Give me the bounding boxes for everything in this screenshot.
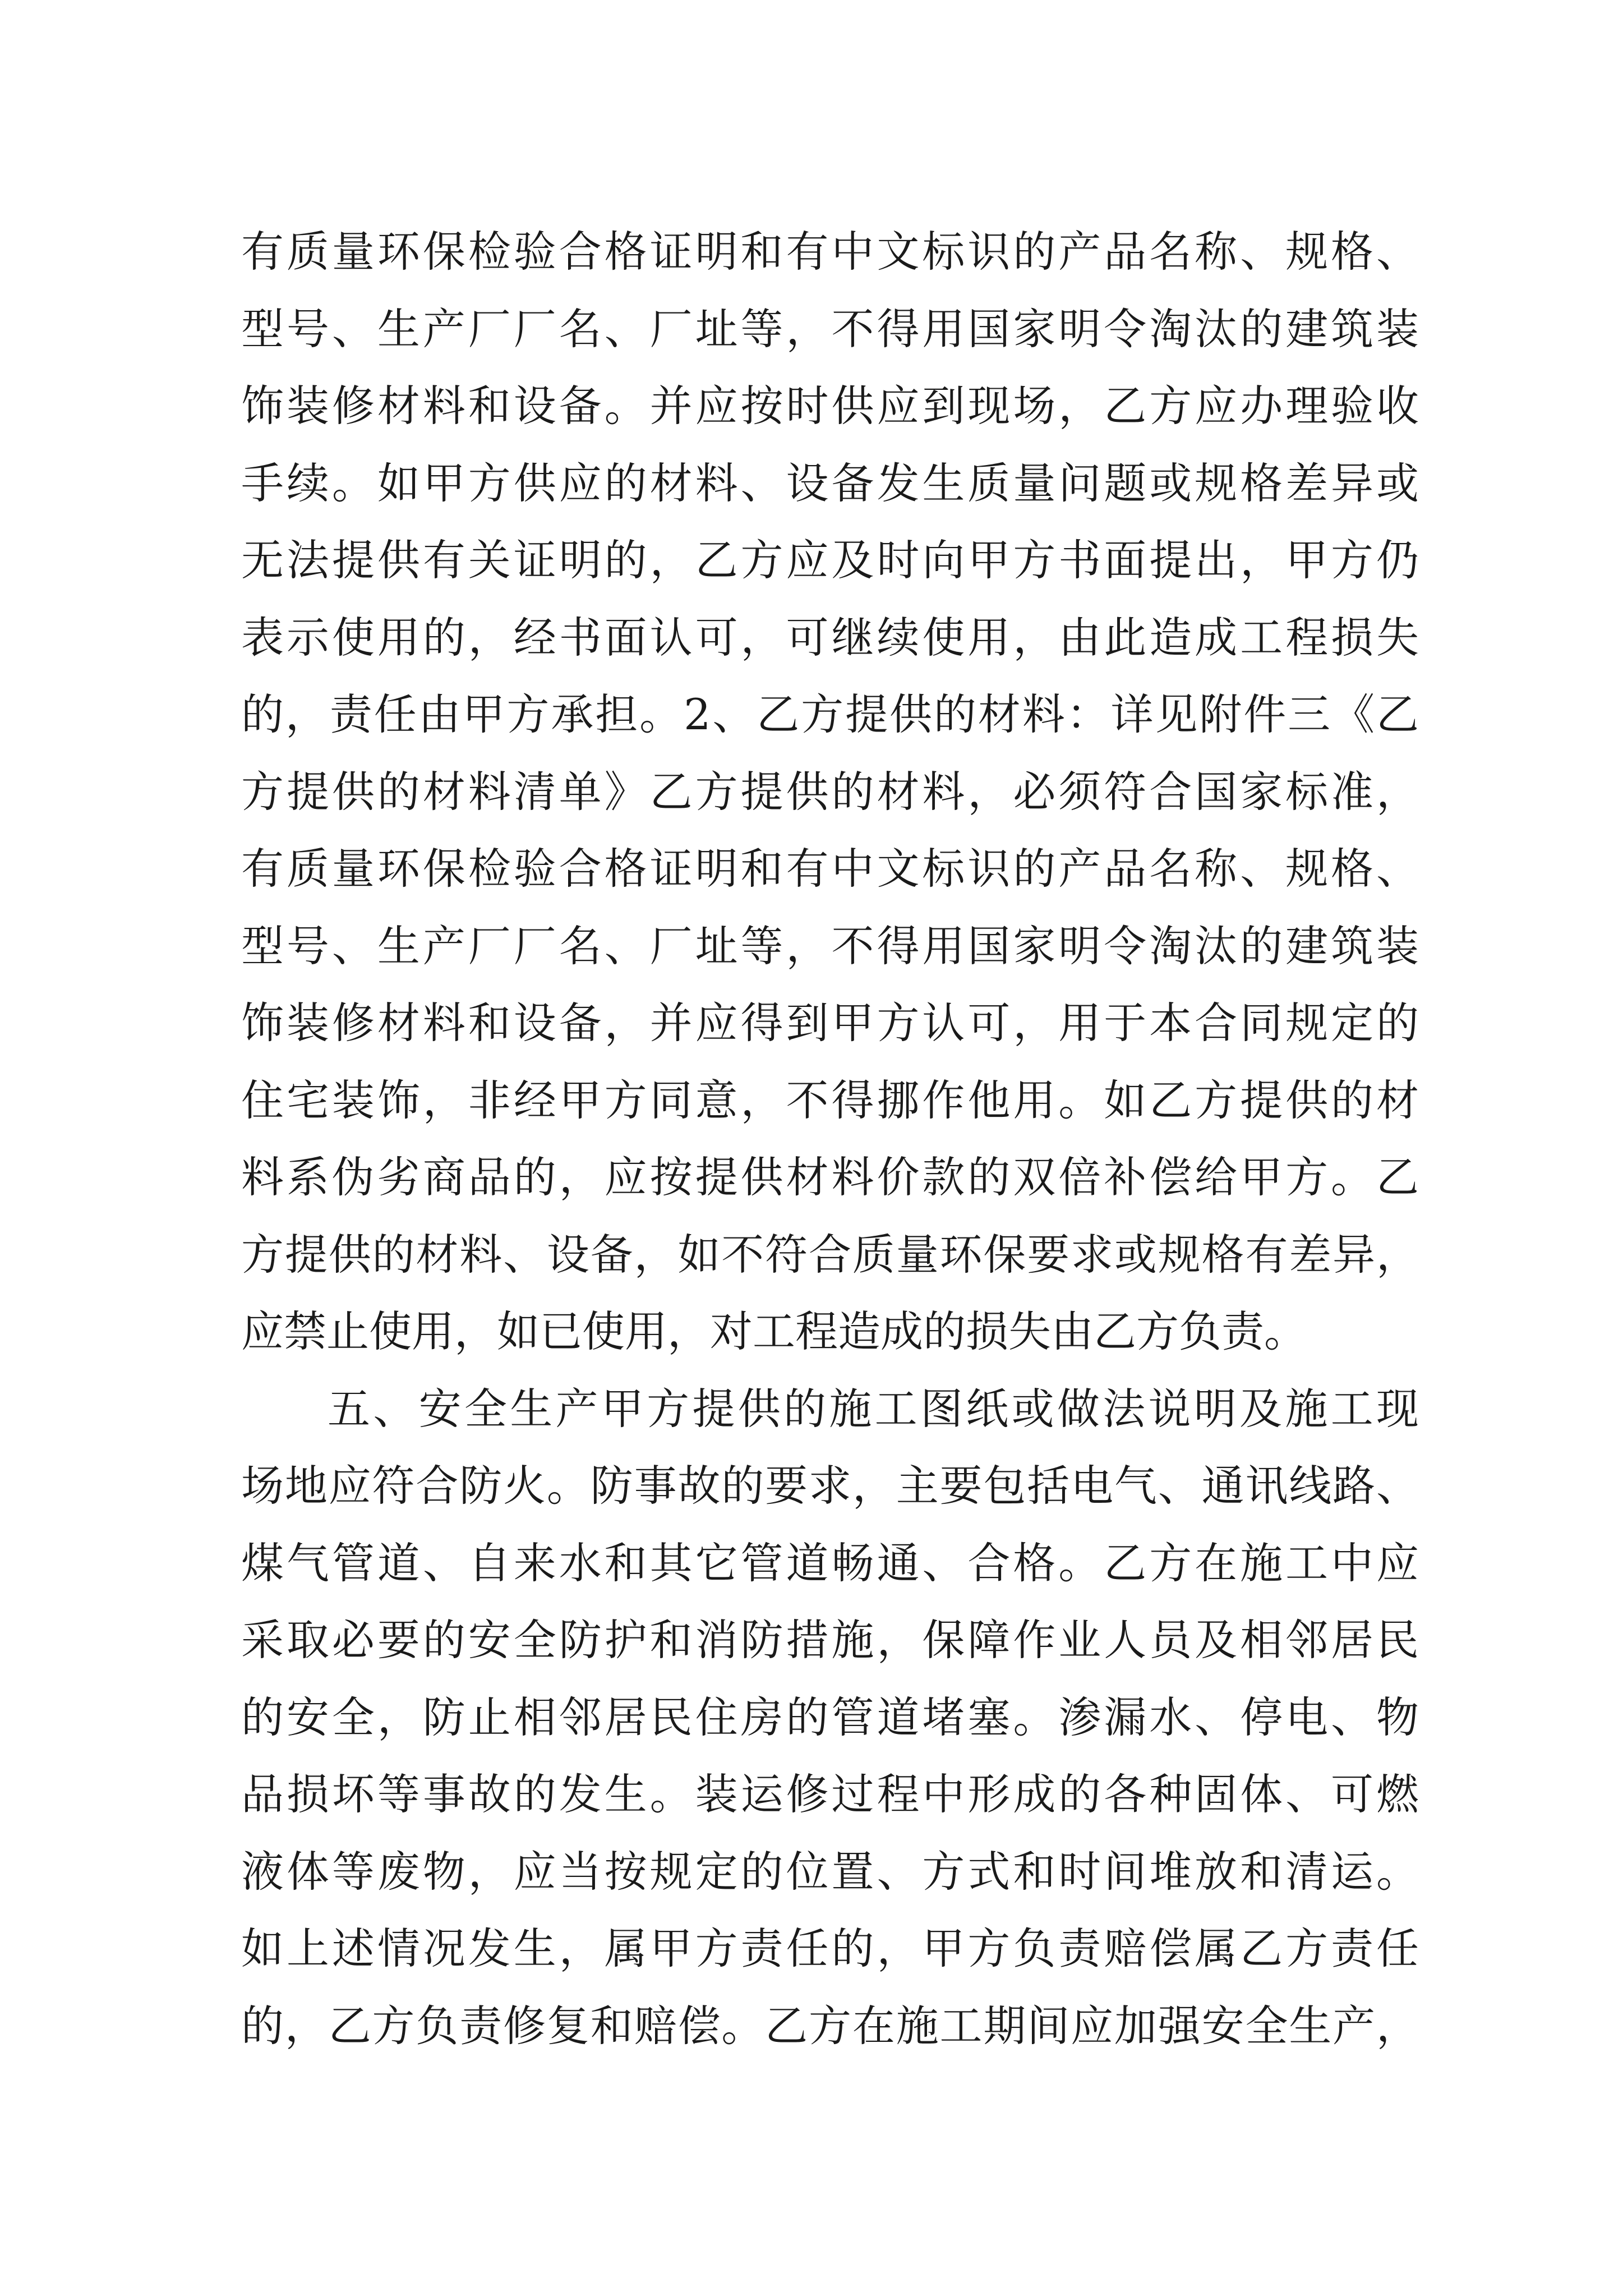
text-line: 应禁止使用，如已使用，对工程造成的损失由乙方负责。 — [241, 1306, 1307, 1356]
text-line: 煤气管道、自来水和其它管道畅通、合格。乙方在施工中应 — [241, 1538, 1419, 1588]
text-line: 液体等废物，应当按规定的位置、方式和时间堆放和清运。 — [241, 1846, 1419, 1897]
text-line: 饰装修材料和设备，并应得到甲方认可，用于本合同规定的 — [241, 998, 1419, 1048]
text-line: 手续。如甲方供应的材料、设备发生质量问题或规格差异或 — [241, 458, 1419, 508]
text-line: 的安全，防止相邻居民住房的管道堵塞。渗漏水、停电、物 — [241, 1692, 1419, 1742]
section-heading-line: 五、安全生产甲方提供的施工图纸或做法说明及施工现 — [328, 1383, 1419, 1434]
text-line: 有质量环保检验合格证明和有中文标识的产品名称、规格、 — [241, 844, 1419, 894]
body-text — [241, 213, 1419, 2064]
text-line: 无法提供有关证明的，乙方应及时向甲方书面提出，甲方仍 — [241, 535, 1419, 585]
text-line: 方提供的材料清单》乙方提供的材料，必须符合国家标准， — [241, 766, 1419, 817]
text-line: 型号、生产厂厂名、厂址等，不得用国家明令淘汰的建筑装 — [241, 921, 1419, 971]
text-line: 的，乙方负责修复和赔偿。乙方在施工期间应加强安全生产， — [241, 2000, 1419, 2051]
text-line: 采取必要的安全防护和消防措施，保障作业人员及相邻居民 — [241, 1615, 1419, 1665]
text-line: 场地应符合防火。防事故的要求，主要包括电气、通讯线路、 — [241, 1461, 1419, 1511]
text-line: 表示使用的，经书面认可，可继续使用，由此造成工程损失 — [241, 612, 1419, 662]
text-line: 如上述情况发生，属甲方责任的，甲方负责赔偿属乙方责任 — [241, 1924, 1419, 1973]
text-line: 住宅装饰，非经甲方同意，不得挪作他用。如乙方提供的材 — [241, 1075, 1419, 1125]
text-line: 方提供的材料、设备，如不符合质量环保要求或规格有差异， — [241, 1229, 1419, 1280]
text-line: 型号、生产厂厂名、厂址等，不得用国家明令淘汰的建筑装 — [241, 303, 1419, 354]
text-line: 的，责任由甲方承担。2、乙方提供的材料：详见附件三《乙 — [241, 689, 1419, 739]
text-line: 饰装修材料和设备。并应按时供应到现场，乙方应办理验收 — [241, 381, 1419, 431]
text-line: 有质量环保检验合格证明和有中文标识的产品名称、规格、 — [241, 227, 1419, 277]
text-line: 品损坏等事故的发生。装运修过程中形成的各种固体、可燃 — [241, 1769, 1419, 1819]
text-line: 料系伪劣商品的，应按提供材料价款的双倍补偿给甲方。乙 — [241, 1152, 1419, 1202]
